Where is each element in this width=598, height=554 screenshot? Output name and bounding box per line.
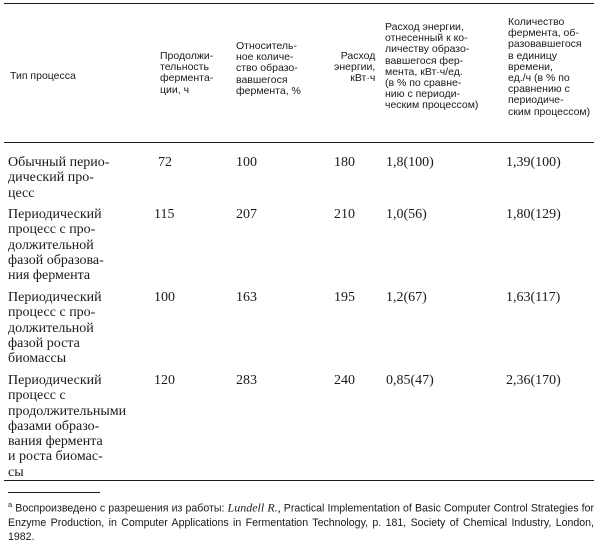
row-1-energy-per-unit: 1,8(100) xyxy=(386,155,434,170)
row-2-process-type: Периодический процесс с про- должительной фазой образова- ния фермента xyxy=(8,207,104,284)
row-4-duration: 120 xyxy=(154,373,175,388)
row-3-relative: 163 xyxy=(236,290,257,305)
row-4-process-type: Периодический процесс с продолжительными фазами образо- вания фермента и роста биомас- сы xyxy=(8,373,127,480)
row-2-relative: 207 xyxy=(236,207,257,222)
row-4-rate: 2,36(170) xyxy=(506,373,561,388)
footnote-author: Lundell R., xyxy=(227,500,281,515)
row-3-rate: 1,63(117) xyxy=(506,290,561,305)
header-energy-per-unit: Расход энергии, отнесенный к ко- личеству образо- вавшегося фер- мента, кВт·ч/ед. (в % по сравне- нию с периоди- ческим процессом) xyxy=(385,21,479,112)
row-2-duration: 115 xyxy=(154,207,175,222)
row-3-energy-per-unit: 1,2(67) xyxy=(386,290,427,305)
row-4-energy: 240 xyxy=(334,373,355,388)
row-1-process-type: Обычный перио- дический про- цесс xyxy=(8,155,110,201)
footnote-marker: а xyxy=(8,500,13,509)
footnote-lead: Воспроизведено с разрешения из работы: xyxy=(15,502,225,515)
footnote-source: Practical Implementation of Basic Computer Control Strategies for Enzyme Production, in Computer Applications in Fermentation Technology, p. 181, Society of Chemical Industry, London, 1982. xyxy=(8,502,594,543)
header-duration: Продолжи- тельность ферментa- ции, ч xyxy=(160,50,214,96)
row-1-duration: 72 xyxy=(158,155,172,170)
row-4-energy-per-unit: 0,85(47) xyxy=(386,373,434,388)
row-1-energy: 180 xyxy=(334,155,355,170)
header-process-type: Тип процесса xyxy=(10,70,76,82)
row-1-relative: 100 xyxy=(236,155,257,170)
header-energy: Расход энергии, кВт·ч xyxy=(334,50,376,85)
header-rule xyxy=(4,142,594,143)
header-relative-amount: Относитель- ное количе- ство образо- вавшегося фермента, % xyxy=(236,40,301,97)
row-2-energy-per-unit: 1,0(56) xyxy=(386,207,427,222)
row-1-rate: 1,39(100) xyxy=(506,155,561,170)
row-3-duration: 100 xyxy=(154,290,175,305)
footnote-rule xyxy=(8,492,100,493)
row-3-process-type: Периодический процесс с про- должительной фазой роста биомассы xyxy=(8,290,102,367)
table-top-rule xyxy=(4,3,594,4)
row-2-energy: 210 xyxy=(334,207,355,222)
header-production-rate: Количество фермента, об- разовавшегося в единицу времени, ед./ч (в % по сравнению с периодиче- ским процессом) xyxy=(508,16,591,118)
row-3-energy: 195 xyxy=(334,290,355,305)
table-bottom-rule xyxy=(4,480,594,481)
row-2-rate: 1,80(129) xyxy=(506,207,561,222)
footnote xyxy=(8,498,594,544)
row-4-relative: 283 xyxy=(236,373,257,388)
